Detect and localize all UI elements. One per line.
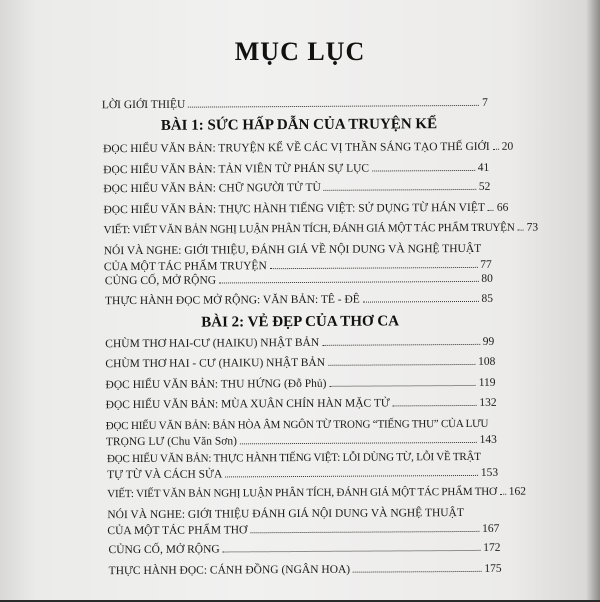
toc-entry-page: 7 (482, 96, 488, 109)
toc-entry (105, 292, 493, 308)
toc-entry (103, 221, 539, 237)
toc-entry (105, 355, 495, 371)
toc-entry-title: CHÙM THƠ HAI-CƯ (HAIKU) NHẬT BẢN (105, 336, 320, 351)
toc-entry-title-line: CỦA MỘT TÁC PHẨM TRUYỆN (103, 260, 267, 274)
toc-entry-title-line: CỦA MỘT TÁC PHẨM THƠ (107, 524, 248, 538)
toc-entry-page: 172 (483, 541, 501, 554)
toc-entry-page: 73 (526, 221, 539, 234)
dot-leader (488, 210, 494, 211)
toc-entry-multiline (106, 417, 497, 449)
dot-leader (328, 364, 475, 366)
toc-entry (103, 161, 489, 177)
toc-entry-title: VIẾT: VIẾT VĂN BẢN NGHỊ LUẬN PHÂN TÍCH, ĐÁNH GIÁ MỘT TÁC PHẨM THƠ (107, 485, 497, 501)
toc-entry (103, 140, 514, 156)
toc-entry-page: 143 (479, 433, 497, 446)
toc-entry-page: 77 (480, 258, 492, 271)
toc-entry-title: ĐỌC HIỂU VĂN BẢN: TRUYỆN KỂ VỀ CÁC VỊ THẦN SÁNG TẠO THẾ GIỚI (103, 140, 490, 156)
toc-entry-page: 175 (484, 562, 502, 575)
dot-leader (270, 267, 478, 269)
dot-leader (324, 189, 476, 191)
toc-entry-title: LỜI GIỚI THIỆU (101, 98, 186, 112)
toc-entry-multiline (104, 242, 492, 274)
toc-entry-title: CỦNG CỐ, MỞ RỘNG (108, 543, 220, 557)
toc-entry (103, 180, 490, 196)
dot-leader (223, 550, 481, 553)
toc-entry-title: ĐỌC HIỂU VĂN BẢN: THU HỨNG (Đỗ Phủ) (105, 377, 327, 392)
dot-leader (329, 385, 475, 387)
dot-leader (322, 344, 480, 346)
toc-entry-title-line: TỰ TỪ VÀ CÁCH SỬA (107, 468, 223, 482)
toc-entry-title-line: ĐỌC HIỂU VĂN BẢN: THỰC HÀNH TIẾNG VIỆT: LỖI DÙNG TỪ, LỖI VỀ TRẬT (106, 450, 481, 466)
toc-entry-title: ĐỌC HIỂU VĂN BẢN: TẢN VIÊN TỪ PHÁN SỰ LỤC (103, 162, 370, 177)
toc-entry (109, 562, 502, 578)
toc-entry-page: 85 (481, 292, 494, 305)
toc-entry-title: THỰC HÀNH ĐỌC: CÁNH ĐỒNG (NGÂN HOA) (108, 563, 351, 578)
toc-entry-page: 20 (501, 140, 514, 153)
dot-leader (219, 281, 478, 284)
section-heading-lesson-1: BÀI 1: SỨC HẤP DẪN CỦA TRUYỆN KỂ (160, 116, 438, 134)
dot-leader (372, 170, 475, 172)
toc-entry-page: 153 (480, 466, 499, 479)
toc-entry-page: 99 (482, 335, 495, 348)
toc-entry-title-line: NÓI VÀ NGHE: GIỚI THIỆU ĐÁNH GIÁ NỘI DUNG VÀ NGHỆ THUẬT (107, 507, 464, 522)
page-title: MỤC LỤC (234, 37, 366, 66)
dot-leader (250, 531, 479, 533)
toc-entry (105, 272, 493, 288)
toc-entry-page: 108 (478, 355, 496, 368)
toc-entry-title: ĐỌC HIỂU VĂN BẢN: THỰC HÀNH TIẾNG VIỆT: SỬ DỤNG TỪ HÁN VIỆT (103, 201, 485, 217)
toc-entry-title-line: NÓI VÀ NGHE: GIỚI THIỆU, ĐÁNH GIÁ VỀ NỘI DUNG VÀ NGHỆ THUẬT (103, 242, 482, 258)
toc-entry-title-line: ĐỌC HIỂU VĂN BẢN: BẢN HÒA ÂM NGÔN TỪ TRONG “TIẾNG THU” CỦA LƯU (105, 417, 489, 433)
dot-leader (225, 475, 478, 478)
toc-entry-intro (102, 96, 488, 112)
toc-entry-page: 41 (477, 161, 490, 174)
section-heading-lesson-2: BÀI 2: VẺ ĐẸP CỦA THƠ CA (201, 313, 400, 331)
toc-entry-page: 119 (478, 376, 496, 389)
toc-entry-title: ĐỌC HIỂU VĂN BẢN: MÙA XUÂN CHÍN HÀN MẶC TỬ (105, 397, 390, 412)
toc-entry-page: 132 (479, 396, 497, 409)
toc-entry-title: CHÙM THƠ HAI - CƯ (HAIKU) NHẬT BẢN (105, 356, 326, 371)
toc-entry (106, 396, 497, 412)
dot-leader (240, 442, 477, 444)
toc-entry-title-line: TRỌNG LƯ (Chu Văn Sơn) (105, 435, 237, 449)
toc-entry-title: VIẾT: VIẾT VĂN BẢN NGHỊ LUẬN PHÂN TÍCH, ĐÁNH GIÁ MỘT TÁC PHẨM TRUYỆN (103, 221, 515, 237)
toc-entry-title: ĐỌC HIỂU VĂN BẢN: CHỮ NGƯỜI TỬ TÙ (103, 181, 321, 196)
dot-leader (363, 301, 479, 303)
dot-leader (500, 494, 506, 495)
toc-entry-page: 66 (496, 201, 509, 214)
toc-entry (105, 335, 494, 351)
toc-entry-multiline (107, 450, 498, 482)
toc-entry-title: CỦNG CỐ, MỞ RỘNG (104, 274, 217, 288)
toc-entry (103, 201, 509, 217)
toc-entry-page: 167 (482, 522, 500, 535)
dot-leader (353, 571, 481, 573)
dot-leader (393, 405, 477, 407)
toc-entry (107, 485, 527, 501)
toc-entry-title: THỰC HÀNH ĐỌC MỞ RỘNG: VĂN BẢN: TÊ - ĐÊ (104, 293, 360, 308)
toc-entry-page: 80 (481, 272, 493, 285)
dot-leader (188, 105, 479, 108)
dot-leader (518, 230, 524, 231)
toc-entry (108, 541, 500, 557)
toc-entry-page: 162 (508, 485, 527, 498)
toc-entry-multiline (107, 506, 499, 538)
dot-leader (493, 149, 499, 150)
toc-entry (105, 376, 495, 392)
toc-entry-page: 52 (478, 180, 491, 193)
